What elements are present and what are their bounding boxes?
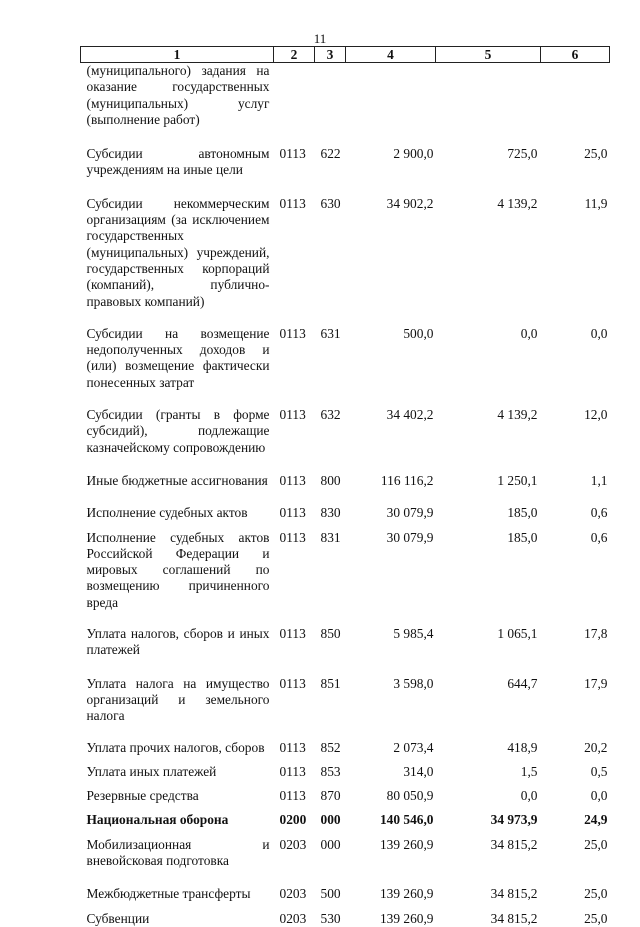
row-execution-percent: 1,1 bbox=[590, 472, 608, 488]
table-row bbox=[81, 911, 610, 927]
row-name: Исполнение судебных актов bbox=[86, 505, 248, 521]
row-planned-amount: 140 546,0 bbox=[379, 812, 434, 828]
row-executed-amount: 185,0 bbox=[507, 529, 538, 545]
row-expense-type: 530 bbox=[320, 910, 341, 926]
row-executed-amount: 185,0 bbox=[507, 505, 538, 521]
table-row bbox=[81, 740, 610, 764]
row-executed-amount bbox=[436, 63, 541, 147]
table-row bbox=[81, 530, 610, 626]
header-col-2: 2 bbox=[274, 47, 315, 63]
row-expense-type: 000 bbox=[320, 836, 341, 852]
table-body bbox=[81, 63, 610, 927]
row-expense-type: 631 bbox=[320, 325, 341, 341]
table-row bbox=[81, 146, 610, 196]
table-row bbox=[81, 63, 610, 147]
page-number: 11 bbox=[313, 31, 327, 46]
row-executed-amount: 4 139,2 bbox=[497, 195, 538, 211]
row-section-code: 0203 bbox=[279, 886, 307, 902]
row-executed-amount: 0,0 bbox=[520, 325, 538, 341]
row-execution-percent: 25,0 bbox=[584, 146, 608, 162]
table-row bbox=[81, 505, 610, 529]
row-expense-type bbox=[315, 63, 346, 147]
table-row bbox=[81, 788, 610, 812]
row-expense-type: 830 bbox=[320, 505, 341, 521]
row-execution-percent: 17,8 bbox=[584, 626, 608, 642]
row-executed-amount: 1,5 bbox=[520, 763, 538, 779]
row-execution-percent: 11,9 bbox=[584, 195, 608, 211]
row-executed-amount: 1 065,1 bbox=[497, 626, 538, 642]
row-name: Мобилизационная и вневойсковая подготовка bbox=[86, 836, 270, 868]
row-execution-percent: 17,9 bbox=[584, 675, 608, 691]
row-expense-type: 000 bbox=[320, 812, 341, 828]
row-execution-percent: 25,0 bbox=[584, 886, 608, 902]
row-section-code bbox=[274, 63, 315, 147]
row-name: Межбюджетные трансферты bbox=[86, 886, 251, 902]
row-planned-amount bbox=[346, 63, 436, 147]
row-executed-amount: 644,7 bbox=[507, 675, 538, 691]
row-planned-amount: 34 902,2 bbox=[386, 195, 434, 211]
row-planned-amount: 30 079,9 bbox=[386, 505, 434, 521]
row-executed-amount: 1 250,1 bbox=[497, 472, 538, 488]
row-execution-percent: 25,0 bbox=[584, 836, 608, 852]
table-row bbox=[81, 764, 610, 788]
row-section-code: 0113 bbox=[279, 195, 306, 211]
row-section-code: 0113 bbox=[279, 763, 306, 779]
row-execution-percent: 0,6 bbox=[590, 529, 608, 545]
row-section-code: 0113 bbox=[279, 739, 306, 755]
row-expense-type: 622 bbox=[320, 146, 341, 162]
row-execution-percent: 12,0 bbox=[584, 407, 608, 423]
row-planned-amount: 80 050,9 bbox=[386, 788, 434, 804]
table-row bbox=[81, 626, 610, 676]
table-row bbox=[81, 326, 610, 407]
row-planned-amount: 500,0 bbox=[403, 325, 434, 341]
table-header bbox=[81, 47, 610, 63]
table-row bbox=[81, 473, 610, 505]
header-col-5: 5 bbox=[436, 47, 541, 63]
row-name: Субсидии (гранты в форме субсидий), подлежащие казначейскому сопровождению bbox=[86, 407, 270, 455]
table-row bbox=[81, 837, 610, 887]
row-name: Резервные средства bbox=[86, 788, 199, 804]
row-planned-amount: 30 079,9 bbox=[386, 529, 434, 545]
row-name: Субсидии некоммерческим организациям (за исключением государственных (муниципальных) учреждений, государственных корпораций (компаний), публично-правовых компаний) bbox=[86, 195, 270, 309]
row-name: Уплата прочих налогов, сборов bbox=[86, 739, 265, 755]
row-planned-amount: 116 116,2 bbox=[380, 472, 434, 488]
table-row bbox=[81, 196, 610, 326]
row-name: Субсидии автономным учреждениям на иные цели bbox=[86, 146, 270, 178]
row-executed-amount: 0,0 bbox=[520, 788, 538, 804]
row-name: Исполнение судебных актов Российской Федерации и мировых соглашений по возмещению причиненного вреда bbox=[86, 529, 270, 610]
row-name: Уплата налога на имущество организаций и земельного налога bbox=[86, 675, 270, 724]
row-section-code: 0200 bbox=[279, 812, 307, 828]
row-executed-amount: 34 815,2 bbox=[490, 886, 538, 902]
row-executed-amount: 34 815,2 bbox=[490, 910, 538, 926]
row-planned-amount: 2 073,4 bbox=[393, 739, 434, 755]
row-execution-percent: 0,0 bbox=[590, 788, 608, 804]
row-name: (муниципального) задания на оказание государственных (муниципальных) услуг (выполнение работ) bbox=[86, 63, 270, 127]
header-col-3: 3 bbox=[315, 47, 346, 63]
row-expense-type: 831 bbox=[320, 529, 341, 545]
row-executed-amount: 4 139,2 bbox=[497, 407, 538, 423]
row-expense-type: 870 bbox=[320, 788, 341, 804]
row-name: Субвенции bbox=[86, 910, 150, 926]
row-planned-amount: 34 402,2 bbox=[386, 407, 434, 423]
row-section-code: 0113 bbox=[279, 675, 306, 691]
row-expense-type: 632 bbox=[320, 407, 341, 423]
row-expense-type: 630 bbox=[320, 195, 341, 211]
row-expense-type: 851 bbox=[320, 675, 341, 691]
row-expense-type: 853 bbox=[320, 763, 341, 779]
row-section-code: 0113 bbox=[279, 505, 306, 521]
header-col-6: 6 bbox=[541, 47, 610, 63]
row-planned-amount: 5 985,4 bbox=[393, 626, 434, 642]
row-name: Уплата налогов, сборов и иных платежей bbox=[86, 626, 270, 658]
row-execution-percent: 20,2 bbox=[584, 739, 608, 755]
row-name: Национальная оборона bbox=[86, 812, 229, 828]
row-executed-amount: 34 973,9 bbox=[490, 812, 538, 828]
table-row bbox=[81, 676, 610, 740]
row-execution-percent: 24,9 bbox=[584, 812, 608, 828]
row-planned-amount: 2 900,0 bbox=[393, 146, 434, 162]
row-section-code: 0113 bbox=[279, 407, 306, 423]
table-row bbox=[81, 886, 610, 910]
row-execution-percent bbox=[541, 63, 610, 147]
row-section-code: 0203 bbox=[279, 836, 307, 852]
budget-table bbox=[80, 46, 610, 927]
row-executed-amount: 418,9 bbox=[507, 739, 538, 755]
row-section-code: 0113 bbox=[279, 325, 306, 341]
row-planned-amount: 3 598,0 bbox=[393, 675, 434, 691]
row-section-code: 0113 bbox=[279, 626, 306, 642]
row-execution-percent: 0,5 bbox=[590, 763, 608, 779]
row-expense-type: 852 bbox=[320, 739, 341, 755]
row-execution-percent: 0,0 bbox=[590, 325, 608, 341]
row-executed-amount: 34 815,2 bbox=[490, 836, 538, 852]
row-name: Иные бюджетные ассигнования bbox=[86, 472, 268, 488]
row-expense-type: 800 bbox=[320, 472, 341, 488]
row-name: Уплата иных платежей bbox=[86, 763, 217, 779]
row-section-code: 0113 bbox=[279, 146, 306, 162]
row-planned-amount: 139 260,9 bbox=[379, 836, 434, 852]
row-section-code: 0203 bbox=[279, 910, 307, 926]
row-execution-percent: 25,0 bbox=[584, 910, 608, 926]
header-col-4: 4 bbox=[346, 47, 436, 63]
row-planned-amount: 139 260,9 bbox=[379, 910, 434, 926]
row-execution-percent: 0,6 bbox=[590, 505, 608, 521]
row-expense-type: 850 bbox=[320, 626, 341, 642]
row-executed-amount: 725,0 bbox=[507, 146, 538, 162]
row-section-code: 0113 bbox=[279, 788, 306, 804]
row-expense-type: 500 bbox=[320, 886, 341, 902]
table-row bbox=[81, 407, 610, 473]
header-col-1: 1 bbox=[81, 47, 274, 63]
row-planned-amount: 139 260,9 bbox=[379, 886, 434, 902]
row-section-code: 0113 bbox=[279, 472, 306, 488]
row-name: Субсидии на возмещение недополученных доходов и (или) возмещение фактически понесенных затрат bbox=[86, 325, 270, 390]
header-row bbox=[81, 47, 610, 63]
row-section-code: 0113 bbox=[279, 529, 306, 545]
table-row bbox=[81, 812, 610, 836]
row-planned-amount: 314,0 bbox=[403, 763, 434, 779]
